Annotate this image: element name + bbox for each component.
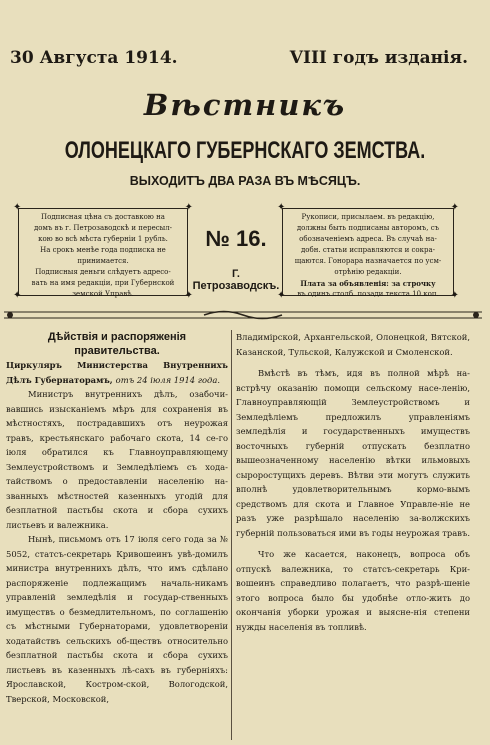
submissions-line: обозначеніемъ адреса. Въ случаѣ на-: [299, 235, 437, 243]
subscription-line: домъ въ г. Петрозаводскѣ и пересыл-: [33, 224, 173, 232]
submissions-line: въ одинъ столб. позади текста 10 коп.: [297, 290, 439, 298]
newspaper-title: Вѣстникъ: [143, 88, 347, 122]
subscription-line: вать на имя редакціи, при Губернской: [31, 279, 175, 287]
circular-title: Циркуляръ Министерства Внутреннихъ Дѣлъ Губернаторамъ,: [6, 360, 228, 385]
subscription-line: кою во всѣ мѣста губерніи 1 рубль.: [38, 235, 168, 243]
submissions-line: должны быть подписаны авторомъ, съ: [296, 224, 440, 232]
publication-year: VIII годъ изданія.: [289, 48, 468, 68]
ornament-icon: ✦: [450, 290, 459, 301]
circular-heading: [6, 358, 228, 387]
ornament-icon: ✦: [277, 290, 286, 301]
article-paragraph: Нынѣ, письмомъ отъ 17 іюля сего года за № 5052, статсъ-секретарь Кривошеинъ увѣ-домилъ министра внутреннихъ дѣлъ, что имъ сдѣлано распоряженіе подлежащимъ началь-никамъ управленій земледѣлія и государ-ственныхъ имуществъ о безмедлительномъ, по соглашенію съ мѣстными Губернаторами, удовлетвореніи ходатайствъ сельскихъ об-ществъ относительно безплатной пастьбы скота и сбора сухихъ листьевъ въ казенныхъ лѣ-сахъ въ губерніяхъ: Ярославской, Костром-ской, Вологодской, Тверской, Московской,: [6, 534, 228, 704]
submissions-line: щаются. Гонорара назначается по усм-: [294, 257, 442, 265]
subscription-line: принимается.: [77, 257, 129, 265]
subscription-line: Подписная цѣна съ доставкою на: [41, 213, 165, 221]
article-paragraph: Что же касается, наконецъ, вопроса объ отпускѣ валежника, то статсъ-секретарь Кри-вошеинъ справедливо полагаетъ, что разрѣ-шеніе этого вопроса было бы удобнѣе отло-жить до окончанія уборки урожая и выясне-нія степени нужды населенія въ топливѣ.: [236, 549, 470, 632]
subscription-line: земской Управѣ.: [72, 290, 134, 298]
circular-date: отъ 24 іюля 1914 года.: [115, 374, 221, 385]
masthead-topline: [6, 48, 468, 70]
submissions-line: отрѣнію редакціи.: [334, 268, 402, 276]
city-name: Г. Петрозаводскъ.: [192, 268, 280, 292]
article-paragraph: Владимірской, Архангельской, Олонецкой, Вятской, Казанской, Тульской, Калужской и Смоленской.: [236, 332, 470, 357]
submissions-box: [277, 202, 459, 301]
subscription-line: Подписныя деньги слѣдуетъ адресо-: [35, 268, 171, 276]
ornamental-divider: [4, 308, 482, 322]
issue-number: № 16.: [205, 226, 267, 251]
article-paragraph: Министръ внутреннихъ дѣлъ, озабочи-вавшись изысканіемъ мѣръ для сохраненія въ мѣстностяхъ, пострадавшихъ отъ неурожая травъ, крестьянскаго рабочаго скота, 14 се-го іюля обратился къ Главноуправляющему Землеустройствомъ и Земледѣліемъ съ хода-тайствомъ о предоставленіи населенію на-званныхъ мѣстностей казенныхъ угодій для безплатной пастьбы скота и сбора сухихъ листьевъ и валежника.: [6, 389, 228, 530]
right-column: [236, 330, 470, 634]
ornament-icon: ✦: [184, 290, 193, 301]
ornament-icon: ✦: [13, 290, 22, 301]
ornament-icon: ✦: [277, 202, 286, 213]
left-column: [6, 330, 228, 706]
article-paragraph: Вмѣстѣ въ тѣмъ, идя въ полной мѣрѣ на-встрѣчу оказанію помощи сельскому насе-ленію, Главноуправляющій Землеустройствомъ и Земледѣліемъ предложилъ управленіямъ земледѣлія и государственныхъ имуществъ восточныхъ губерній отпускать безплатно вышеозначенному населенію вѣтки ильмовыхъ сыроростущихъ деревъ. Вѣтви эти могутъ служить вполнѣ удовлетворительнымъ кормо-вымъ средствомъ для скота и Главное Управле-ніе не разъ уже разрѣшало населенію за-волжскихъ губерній пользоваться ими въ годы неурожая травъ.: [236, 368, 470, 538]
column-divider: [231, 330, 232, 740]
subscription-line: На срокъ менѣе года подписка не: [40, 246, 166, 254]
newspaper-subtitle: ОЛОНЕЦКАГО ГУБЕРНСКАГО ЗЕМСТВА.: [64, 136, 426, 164]
issue-date: 30 Августа 1914.: [10, 48, 178, 68]
ornament-icon: ✦: [13, 202, 22, 213]
ornament-icon: ✦: [450, 202, 459, 213]
ornament-icon: ✦: [184, 202, 193, 213]
section-heading: Дѣйствія и распоряженія правительства.: [47, 331, 187, 357]
submissions-line: Плата за объявленія: за строчку: [300, 279, 436, 288]
subscription-box: [13, 202, 193, 301]
publication-frequency: ВЫХОДИТЪ ДВА РАЗА ВЪ МѢСЯЦЪ.: [129, 174, 361, 188]
submissions-line: добн. статьи исправляются и сокра-: [300, 246, 436, 254]
submissions-line: Рукописи, присылаем. въ редакцію,: [301, 213, 435, 221]
